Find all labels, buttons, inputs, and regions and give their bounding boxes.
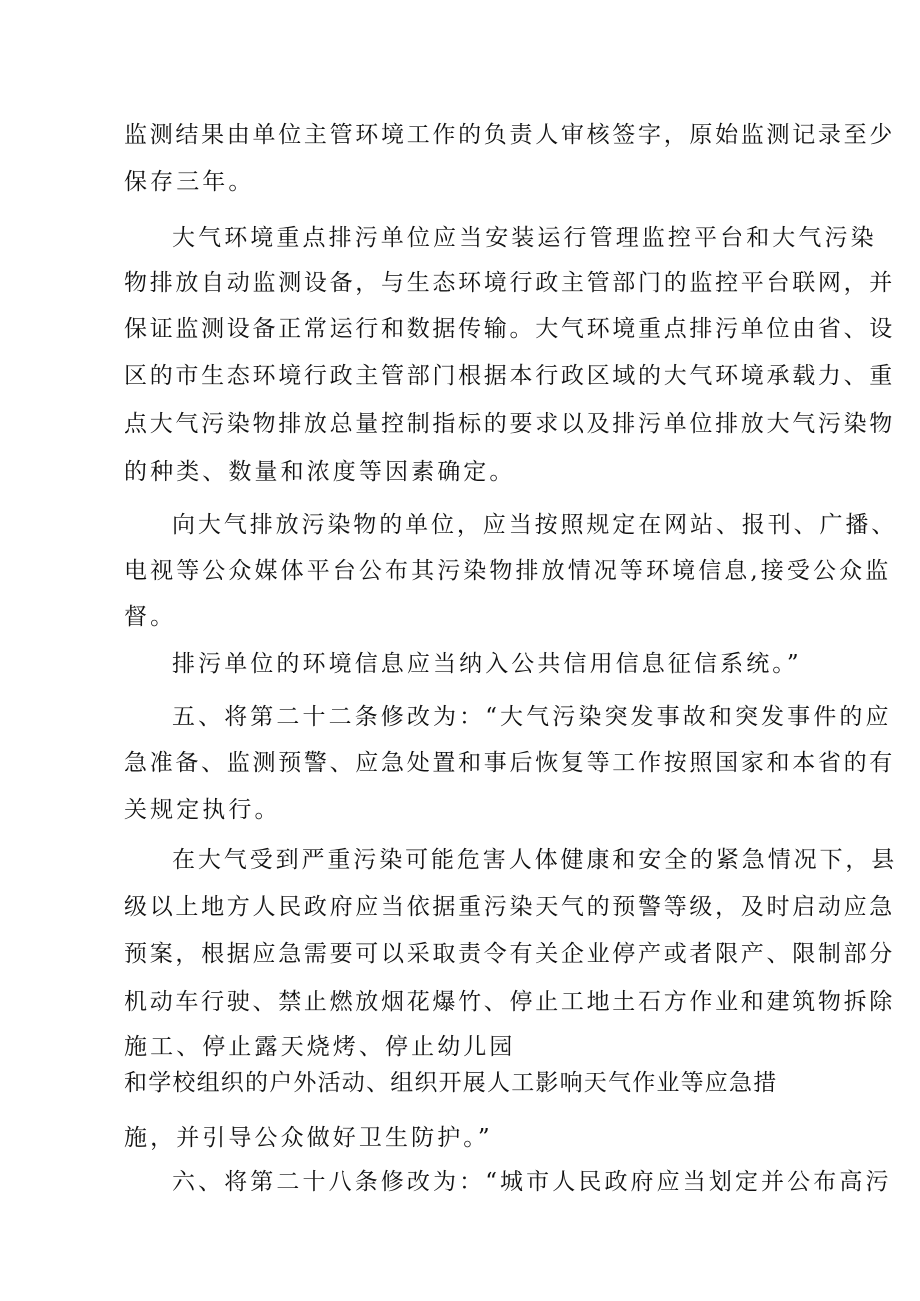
text-line: 区的市生态环境行政主管部门根据本行政区域的大气环境承载力、重 <box>124 363 895 389</box>
text-line: 保存三年。 <box>124 169 255 195</box>
paragraph-first-line: 在大气受到严重污染可能危害人体健康和安全的紧急情况下，县 <box>172 847 898 873</box>
paragraph-first-line: 向大气排放污染物的单位，应当按照规定在网站、报刊、广播、 <box>172 512 898 538</box>
paragraph-first-line: 大气环境重点排污单位应当安装运行管理监控平台和大气污染 <box>172 225 877 251</box>
text-line: 机动车行驶、禁止燃放烟花爆竹、停止工地土石方作业和建筑物拆除 <box>124 989 895 1015</box>
text-line: 施，并引导公众做好卫生防护。” <box>124 1125 493 1151</box>
text-line: 关规定执行。 <box>124 797 281 823</box>
paragraph-first-line: 五、将第二十二条修改为：“大气污染突发事故和突发事件的应 <box>172 704 892 730</box>
text-line: 物排放自动监测设备，与生态环境行政主管部门的监控平台联网，并 <box>124 270 895 296</box>
paragraph-first-line: 排污单位的环境信息应当纳入公共信用信息征信系统。” <box>172 651 802 677</box>
text-line: 督。 <box>124 604 177 630</box>
text-line: 保证监测设备正常运行和数据传输。大气环境重点排污单位由省、设 <box>124 316 895 342</box>
text-line: 监测结果由单位主管环境工作的负责人审核签字，原始监测记录至少 <box>124 122 895 148</box>
paragraph-first-line: 六、将第二十八条修改为：“城市人民政府应当划定并公布高污 <box>172 1169 892 1195</box>
text-line: 施工、停止露天烧烤、停止幼儿园 <box>124 1034 516 1060</box>
text-line: 预案，根据应急需要可以采取责令有关企业停产或者限产、限制部分 <box>124 941 895 967</box>
text-line: 级以上地方人民政府应当依据重污染天气的预警等级，及时启动应急 <box>124 894 895 920</box>
text-line: 急准备、监测预警、应急处置和事后恢复等工作按照国家和本省的有 <box>124 750 895 776</box>
text-line: 点大气污染物排放总量控制指标的要求以及排污单位排放大气污染物 <box>124 411 895 437</box>
text-line: 电视等公众媒体平台公布其污染物排放情况等环境信息,接受公众监 <box>124 558 892 584</box>
text-line: 和学校组织的户外活动、组织开展人工影响天气作业等应急措 <box>124 1070 778 1096</box>
text-line: 的种类、数量和浓度等因素确定。 <box>124 459 516 485</box>
